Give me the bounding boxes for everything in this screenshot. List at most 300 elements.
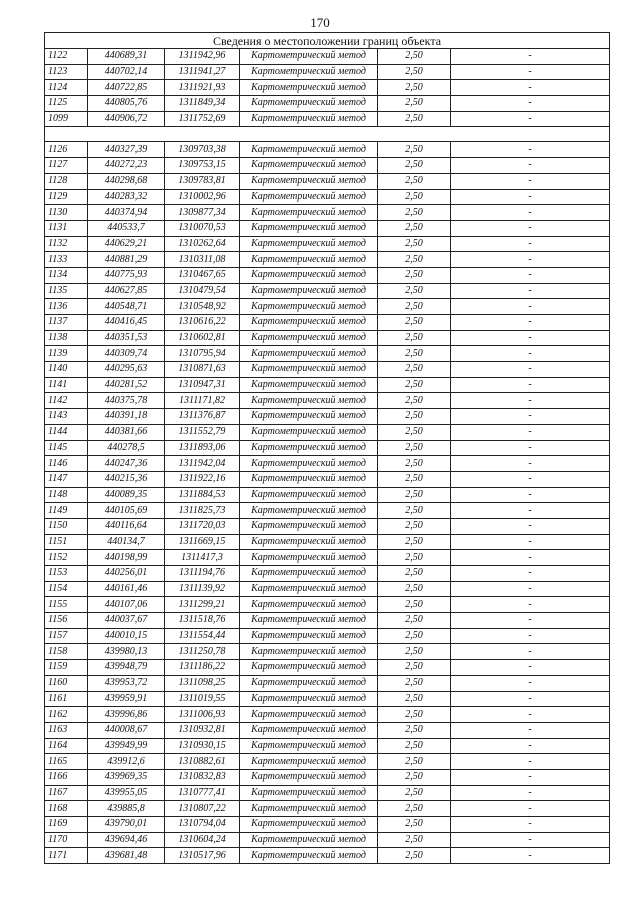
description-cell: -: [451, 424, 610, 440]
point-number-cell: 1132: [45, 236, 88, 252]
method-cell: Картометрический метод: [240, 377, 378, 393]
point-number-cell: 1140: [45, 362, 88, 378]
description-cell: -: [451, 315, 610, 331]
description-cell: -: [451, 440, 610, 456]
accuracy-cell: 2,50: [378, 581, 451, 597]
description-cell: -: [451, 49, 610, 65]
point-number-cell: 1149: [45, 503, 88, 519]
point-number-cell: 1122: [45, 49, 88, 65]
y-coordinate-cell: 1310947,31: [165, 377, 240, 393]
accuracy-cell: 2,50: [378, 801, 451, 817]
description-cell: -: [451, 785, 610, 801]
table-row: [45, 80, 610, 96]
y-coordinate-cell: 1311098,25: [165, 675, 240, 691]
table-row: [45, 330, 610, 346]
accuracy-cell: 2,50: [378, 64, 451, 80]
y-coordinate-cell: 1311194,76: [165, 566, 240, 582]
x-coordinate-cell: 440381,66: [88, 424, 165, 440]
accuracy-cell: 2,50: [378, 550, 451, 566]
table-row: [45, 487, 610, 503]
accuracy-cell: 2,50: [378, 252, 451, 268]
table-row: [45, 691, 610, 707]
method-cell: Картометрический метод: [240, 283, 378, 299]
table-row: [45, 283, 610, 299]
point-number-cell: 1163: [45, 722, 88, 738]
x-coordinate-cell: 440702,14: [88, 64, 165, 80]
accuracy-cell: 2,50: [378, 754, 451, 770]
description-cell: -: [451, 722, 610, 738]
x-coordinate-cell: 439885,8: [88, 801, 165, 817]
accuracy-cell: 2,50: [378, 707, 451, 723]
description-cell: -: [451, 660, 610, 676]
method-cell: Картометрический метод: [240, 456, 378, 472]
x-coordinate-cell: 440161,46: [88, 581, 165, 597]
method-cell: Картометрический метод: [240, 628, 378, 644]
y-coordinate-cell: 1311171,82: [165, 393, 240, 409]
accuracy-cell: 2,50: [378, 503, 451, 519]
accuracy-cell: 2,50: [378, 518, 451, 534]
method-cell: Картометрический метод: [240, 754, 378, 770]
table-row: [45, 267, 610, 283]
point-number-cell: 1158: [45, 644, 88, 660]
description-cell: -: [451, 581, 610, 597]
accuracy-cell: 2,50: [378, 424, 451, 440]
point-number-cell: 1145: [45, 440, 88, 456]
y-coordinate-cell: 1311552,79: [165, 424, 240, 440]
x-coordinate-cell: 440627,85: [88, 283, 165, 299]
method-cell: Картометрический метод: [240, 205, 378, 221]
y-coordinate-cell: 1311139,92: [165, 581, 240, 597]
accuracy-cell: 2,50: [378, 189, 451, 205]
x-coordinate-cell: 439969,35: [88, 769, 165, 785]
x-coordinate-cell: 440281,52: [88, 377, 165, 393]
table-row: [45, 785, 610, 801]
table-row: [45, 362, 610, 378]
y-coordinate-cell: 1309703,38: [165, 142, 240, 158]
point-number-cell: 1147: [45, 471, 88, 487]
point-number-cell: 1161: [45, 691, 88, 707]
method-cell: Картометрический метод: [240, 142, 378, 158]
x-coordinate-cell: 440881,29: [88, 252, 165, 268]
point-number-cell: 1146: [45, 456, 88, 472]
y-coordinate-cell: 1310262,64: [165, 236, 240, 252]
method-cell: Картометрический метод: [240, 49, 378, 65]
point-number-cell: 1168: [45, 801, 88, 817]
y-coordinate-cell: 1311942,96: [165, 49, 240, 65]
x-coordinate-cell: 440105,69: [88, 503, 165, 519]
description-cell: -: [451, 173, 610, 189]
table-row: [45, 299, 610, 315]
description-cell: -: [451, 769, 610, 785]
method-cell: Картометрический метод: [240, 550, 378, 566]
x-coordinate-cell: 440327,39: [88, 142, 165, 158]
table-row: [45, 220, 610, 236]
accuracy-cell: 2,50: [378, 80, 451, 96]
y-coordinate-cell: 1310604,24: [165, 832, 240, 848]
accuracy-cell: 2,50: [378, 675, 451, 691]
x-coordinate-cell: 440629,21: [88, 236, 165, 252]
accuracy-cell: 2,50: [378, 644, 451, 660]
point-number-cell: 1162: [45, 707, 88, 723]
description-cell: -: [451, 707, 610, 723]
table-row: [45, 817, 610, 833]
y-coordinate-cell: 1310070,53: [165, 220, 240, 236]
point-number-cell: 1128: [45, 173, 88, 189]
accuracy-cell: 2,50: [378, 456, 451, 472]
description-cell: -: [451, 111, 610, 127]
x-coordinate-cell: 440722,85: [88, 80, 165, 96]
accuracy-cell: 2,50: [378, 817, 451, 833]
method-cell: Картометрический метод: [240, 362, 378, 378]
accuracy-cell: 2,50: [378, 769, 451, 785]
description-cell: -: [451, 801, 610, 817]
y-coordinate-cell: 1311299,21: [165, 597, 240, 613]
table-row: [45, 518, 610, 534]
y-coordinate-cell: 1309753,15: [165, 158, 240, 174]
x-coordinate-cell: 439681,48: [88, 848, 165, 864]
method-cell: Картометрический метод: [240, 518, 378, 534]
separator-cell: [45, 127, 610, 142]
method-cell: Картометрический метод: [240, 644, 378, 660]
table-row: [45, 315, 610, 331]
description-cell: -: [451, 597, 610, 613]
table-row: [45, 628, 610, 644]
table-row: [45, 534, 610, 550]
table-row: [45, 848, 610, 864]
description-cell: -: [451, 393, 610, 409]
point-number-cell: 1138: [45, 330, 88, 346]
x-coordinate-cell: 439949,99: [88, 738, 165, 754]
table-row: [45, 707, 610, 723]
method-cell: Картометрический метод: [240, 597, 378, 613]
x-coordinate-cell: 440309,74: [88, 346, 165, 362]
description-cell: -: [451, 487, 610, 503]
y-coordinate-cell: 1310548,92: [165, 299, 240, 315]
table-row: [45, 503, 610, 519]
point-number-cell: 1157: [45, 628, 88, 644]
description-cell: -: [451, 550, 610, 566]
point-number-cell: 1125: [45, 96, 88, 112]
table-row: [45, 236, 610, 252]
y-coordinate-cell: 1310794,04: [165, 817, 240, 833]
point-number-cell: 1136: [45, 299, 88, 315]
table-title-row: [45, 33, 610, 49]
table-row: [45, 158, 610, 174]
method-cell: Картометрический метод: [240, 409, 378, 425]
y-coordinate-cell: 1311720,03: [165, 518, 240, 534]
x-coordinate-cell: 439694,46: [88, 832, 165, 848]
x-coordinate-cell: 440548,71: [88, 299, 165, 315]
method-cell: Картометрический метод: [240, 817, 378, 833]
x-coordinate-cell: 440416,45: [88, 315, 165, 331]
x-coordinate-cell: 440037,67: [88, 613, 165, 629]
point-number-cell: 1134: [45, 267, 88, 283]
description-cell: -: [451, 267, 610, 283]
accuracy-cell: 2,50: [378, 534, 451, 550]
y-coordinate-cell: 1310777,41: [165, 785, 240, 801]
method-cell: Картометрический метод: [240, 503, 378, 519]
boundary-coordinates-table: [44, 32, 610, 864]
point-number-cell: 1135: [45, 283, 88, 299]
y-coordinate-cell: 1311941,27: [165, 64, 240, 80]
point-number-cell: 1151: [45, 534, 88, 550]
method-cell: Картометрический метод: [240, 738, 378, 754]
y-coordinate-cell: 1311884,53: [165, 487, 240, 503]
description-cell: -: [451, 330, 610, 346]
table-row: [45, 471, 610, 487]
method-cell: Картометрический метод: [240, 111, 378, 127]
table-row: [45, 801, 610, 817]
point-number-cell: 1154: [45, 581, 88, 597]
accuracy-cell: 2,50: [378, 597, 451, 613]
y-coordinate-cell: 1310807,22: [165, 801, 240, 817]
y-coordinate-cell: 1310795,94: [165, 346, 240, 362]
y-coordinate-cell: 1310479,54: [165, 283, 240, 299]
accuracy-cell: 2,50: [378, 220, 451, 236]
table-row: [45, 205, 610, 221]
y-coordinate-cell: 1311922,16: [165, 471, 240, 487]
x-coordinate-cell: 440375,78: [88, 393, 165, 409]
x-coordinate-cell: 440198,99: [88, 550, 165, 566]
method-cell: Картометрический метод: [240, 96, 378, 112]
method-cell: Картометрический метод: [240, 832, 378, 848]
table-row: [45, 424, 610, 440]
point-number-cell: 1171: [45, 848, 88, 864]
method-cell: Картометрический метод: [240, 158, 378, 174]
description-cell: -: [451, 362, 610, 378]
accuracy-cell: 2,50: [378, 440, 451, 456]
point-number-cell: 1137: [45, 315, 88, 331]
y-coordinate-cell: 1310932,81: [165, 722, 240, 738]
point-number-cell: 1166: [45, 769, 88, 785]
method-cell: Картометрический метод: [240, 173, 378, 189]
accuracy-cell: 2,50: [378, 660, 451, 676]
y-coordinate-cell: 1311554,44: [165, 628, 240, 644]
method-cell: Картометрический метод: [240, 346, 378, 362]
method-cell: Картометрический метод: [240, 315, 378, 331]
point-number-cell: 1144: [45, 424, 88, 440]
accuracy-cell: 2,50: [378, 49, 451, 65]
table-row: [45, 142, 610, 158]
point-number-cell: 1139: [45, 346, 88, 362]
y-coordinate-cell: 1311186,22: [165, 660, 240, 676]
table-row: [45, 49, 610, 65]
description-cell: -: [451, 534, 610, 550]
description-cell: -: [451, 299, 610, 315]
method-cell: Картометрический метод: [240, 236, 378, 252]
y-coordinate-cell: 1310602,81: [165, 330, 240, 346]
accuracy-cell: 2,50: [378, 566, 451, 582]
accuracy-cell: 2,50: [378, 142, 451, 158]
method-cell: Картометрический метод: [240, 785, 378, 801]
page-number: 170: [310, 15, 330, 30]
y-coordinate-cell: 1309783,81: [165, 173, 240, 189]
y-coordinate-cell: 1311019,55: [165, 691, 240, 707]
point-number-cell: 1150: [45, 518, 88, 534]
point-number-cell: 1130: [45, 205, 88, 221]
table-title: Сведения о местоположении границ объекта: [45, 33, 610, 49]
accuracy-cell: 2,50: [378, 158, 451, 174]
description-cell: -: [451, 691, 610, 707]
description-cell: -: [451, 518, 610, 534]
point-number-cell: 1099: [45, 111, 88, 127]
method-cell: Картометрический метод: [240, 189, 378, 205]
x-coordinate-cell: 439996,86: [88, 707, 165, 723]
point-number-cell: 1123: [45, 64, 88, 80]
description-cell: -: [451, 628, 610, 644]
description-cell: -: [451, 848, 610, 864]
accuracy-cell: 2,50: [378, 299, 451, 315]
description-cell: -: [451, 409, 610, 425]
table-row: [45, 393, 610, 409]
accuracy-cell: 2,50: [378, 315, 451, 331]
description-cell: -: [451, 644, 610, 660]
method-cell: Картометрический метод: [240, 769, 378, 785]
x-coordinate-cell: 440215,36: [88, 471, 165, 487]
y-coordinate-cell: 1310882,61: [165, 754, 240, 770]
x-coordinate-cell: 440391,18: [88, 409, 165, 425]
x-coordinate-cell: 439948,79: [88, 660, 165, 676]
table-row: [45, 769, 610, 785]
x-coordinate-cell: 440010,15: [88, 628, 165, 644]
y-coordinate-cell: 1310311,08: [165, 252, 240, 268]
point-number-cell: 1127: [45, 158, 88, 174]
method-cell: Картометрический метод: [240, 393, 378, 409]
table-row: [45, 597, 610, 613]
x-coordinate-cell: 440374,94: [88, 205, 165, 221]
point-number-cell: 1142: [45, 393, 88, 409]
accuracy-cell: 2,50: [378, 691, 451, 707]
table-row: [45, 675, 610, 691]
description-cell: -: [451, 158, 610, 174]
y-coordinate-cell: 1310930,15: [165, 738, 240, 754]
x-coordinate-cell: 440134,7: [88, 534, 165, 550]
description-cell: -: [451, 817, 610, 833]
description-cell: -: [451, 471, 610, 487]
table-row: [45, 111, 610, 127]
accuracy-cell: 2,50: [378, 613, 451, 629]
table-row: [45, 377, 610, 393]
description-cell: -: [451, 754, 610, 770]
y-coordinate-cell: 1310871,63: [165, 362, 240, 378]
table-row: [45, 832, 610, 848]
table-row: [45, 64, 610, 80]
x-coordinate-cell: 439959,91: [88, 691, 165, 707]
description-cell: -: [451, 346, 610, 362]
point-number-cell: 1153: [45, 566, 88, 582]
y-coordinate-cell: 1311921,93: [165, 80, 240, 96]
description-cell: -: [451, 832, 610, 848]
x-coordinate-cell: 440116,64: [88, 518, 165, 534]
x-coordinate-cell: 439912,6: [88, 754, 165, 770]
point-number-cell: 1133: [45, 252, 88, 268]
point-number-cell: 1129: [45, 189, 88, 205]
point-number-cell: 1156: [45, 613, 88, 629]
description-cell: -: [451, 252, 610, 268]
y-coordinate-cell: 1311893,06: [165, 440, 240, 456]
method-cell: Картометрический метод: [240, 675, 378, 691]
accuracy-cell: 2,50: [378, 393, 451, 409]
accuracy-cell: 2,50: [378, 471, 451, 487]
y-coordinate-cell: 1310832,83: [165, 769, 240, 785]
point-number-cell: 1165: [45, 754, 88, 770]
x-coordinate-cell: 440805,76: [88, 96, 165, 112]
point-number-cell: 1143: [45, 409, 88, 425]
accuracy-cell: 2,50: [378, 330, 451, 346]
accuracy-cell: 2,50: [378, 785, 451, 801]
y-coordinate-cell: 1310002,96: [165, 189, 240, 205]
method-cell: Картометрический метод: [240, 660, 378, 676]
accuracy-cell: 2,50: [378, 722, 451, 738]
point-number-cell: 1124: [45, 80, 88, 96]
accuracy-cell: 2,50: [378, 205, 451, 221]
method-cell: Картометрический метод: [240, 471, 378, 487]
description-cell: -: [451, 205, 610, 221]
accuracy-cell: 2,50: [378, 362, 451, 378]
x-coordinate-cell: 440256,01: [88, 566, 165, 582]
y-coordinate-cell: 1311752,69: [165, 111, 240, 127]
description-cell: -: [451, 220, 610, 236]
x-coordinate-cell: 439980,13: [88, 644, 165, 660]
method-cell: Картометрический метод: [240, 220, 378, 236]
accuracy-cell: 2,50: [378, 96, 451, 112]
y-coordinate-cell: 1311250,78: [165, 644, 240, 660]
y-coordinate-cell: 1311825,73: [165, 503, 240, 519]
y-coordinate-cell: 1311376,87: [165, 409, 240, 425]
accuracy-cell: 2,50: [378, 173, 451, 189]
x-coordinate-cell: 440906,72: [88, 111, 165, 127]
x-coordinate-cell: 440351,53: [88, 330, 165, 346]
method-cell: Картометрический метод: [240, 424, 378, 440]
table-row: [45, 189, 610, 205]
table-row: [45, 252, 610, 268]
x-coordinate-cell: 440283,32: [88, 189, 165, 205]
table-row: [45, 566, 610, 582]
point-number-cell: 1155: [45, 597, 88, 613]
point-number-cell: 1167: [45, 785, 88, 801]
method-cell: Картометрический метод: [240, 252, 378, 268]
x-coordinate-cell: 440298,68: [88, 173, 165, 189]
description-cell: -: [451, 96, 610, 112]
x-coordinate-cell: 439953,72: [88, 675, 165, 691]
x-coordinate-cell: 439790,01: [88, 817, 165, 833]
description-cell: -: [451, 142, 610, 158]
y-coordinate-cell: 1311849,34: [165, 96, 240, 112]
description-cell: -: [451, 738, 610, 754]
point-number-cell: 1152: [45, 550, 88, 566]
x-coordinate-cell: 440533,7: [88, 220, 165, 236]
description-cell: -: [451, 64, 610, 80]
description-cell: -: [451, 613, 610, 629]
y-coordinate-cell: 1310467,65: [165, 267, 240, 283]
point-number-cell: 1159: [45, 660, 88, 676]
y-coordinate-cell: 1311417,3: [165, 550, 240, 566]
description-cell: -: [451, 236, 610, 252]
x-coordinate-cell: 440272,23: [88, 158, 165, 174]
table-row: [45, 722, 610, 738]
accuracy-cell: 2,50: [378, 377, 451, 393]
point-number-cell: 1170: [45, 832, 88, 848]
accuracy-cell: 2,50: [378, 628, 451, 644]
method-cell: Картометрический метод: [240, 80, 378, 96]
x-coordinate-cell: 440775,93: [88, 267, 165, 283]
x-coordinate-cell: 440278,5: [88, 440, 165, 456]
accuracy-cell: 2,50: [378, 738, 451, 754]
accuracy-cell: 2,50: [378, 346, 451, 362]
table-row: [45, 581, 610, 597]
table-row: [45, 754, 610, 770]
description-cell: -: [451, 80, 610, 96]
